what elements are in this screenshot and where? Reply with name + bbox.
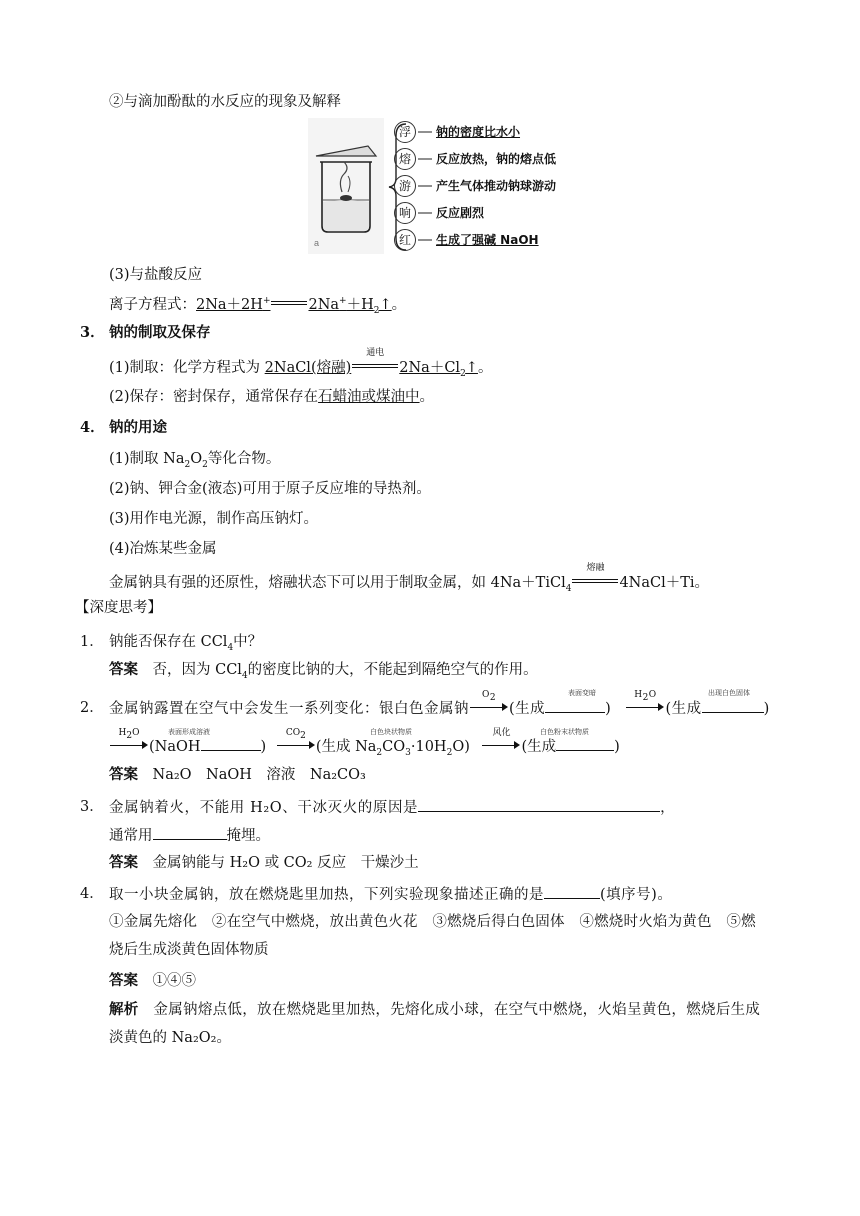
phenomenon-label: 产生气体推动钠球游动	[436, 179, 557, 193]
beaker-illustration	[308, 118, 384, 254]
q1-number: 1．	[80, 634, 104, 650]
weathering-label: 风化	[492, 728, 511, 738]
phenomenon-label: 生成了强碱 NaOH	[436, 233, 539, 247]
preparation-equation: 2NaCl(熔融) 通电 $2Na+Cl_2↑$	[264, 348, 478, 379]
phenomenon-circle: 红	[394, 229, 416, 251]
use-2: (2)钠、钾合金(液态)可用于原子反应堆的导热剂。	[109, 481, 431, 497]
storage-answer: 石蜡油或煤油中	[318, 389, 420, 405]
experiment-diagram	[308, 118, 558, 258]
phenomenon-circle: 游	[394, 175, 416, 197]
q2-answer: 答案 Na₂O NaOH 溶液 Na₂CO₃	[109, 766, 366, 783]
section-3-number: 3．	[80, 324, 105, 341]
phenomenon-label: 反应放热，钠的熔点低	[436, 152, 557, 166]
phenomenon-circle: 响	[394, 202, 416, 224]
svg-text:a: a	[314, 238, 320, 248]
note-darken: 表面变暗	[568, 689, 596, 697]
phenomenon-circle: 浮	[394, 121, 416, 143]
metal-reduction-line: 金属钠具有强的还原性，熔融状态下可以用于制取金属，如 4Na＋TiCl$_4$ 熔融 4NaCl＋Ti。	[109, 563, 710, 594]
phenomenon-label: 钠的密度比水小	[436, 125, 521, 139]
section-4-title: 钠的用途	[109, 419, 167, 436]
answer-label: 答案	[109, 661, 138, 678]
q1-answer: 答案 否，因为 CCl$_4$的密度比钠的大，不能起到隔绝空气的作用。	[109, 661, 538, 681]
storage-prefix: (2)保存：密封保存，通常保存在	[109, 389, 319, 405]
q4-options: ①金属先熔化 ②在空气中燃烧，放出黄色火花 ③燃烧后得白色固体 ④燃烧时火焰为黄色 ⑤燃	[109, 914, 756, 930]
melt-condition: 熔融	[586, 563, 605, 573]
answer-label: 答案	[109, 854, 138, 871]
hcl-title: (3)与盐酸反应	[109, 267, 203, 283]
q3-line-2: 通常用 掩埋。	[109, 825, 270, 846]
q2-line-1: 金属钠露置在空气中会发生一系列变化：银白色金属钠 $O_2$ (生成 ) $H_2O$ (生成 )	[109, 690, 770, 717]
q3-answer: 答案 金属钠能与 H₂O 或 CO₂ 反应 干燥沙土	[109, 854, 419, 871]
preparation-line: (1)制取：化学方程式为 2NaCl(熔融) 通电 $2Na+Cl_2↑$。	[109, 348, 493, 379]
storage-suffix: 。	[419, 389, 435, 405]
ionic-equation-line: 离子方程式：2Na＋2H+ $2Na^++H_2↑$。	[109, 296, 407, 316]
note-white-powder: 白色粉末状物质	[540, 728, 589, 736]
q4-options-cont: 烧后生成淡黄色固体物质	[109, 942, 269, 958]
answer-label: 答案	[109, 972, 138, 989]
q2-line-2: $H_2O$ (NaOH ) $CO_2$ (生成 $Na_2CO_3\cdot 10H_2O$) 风化 (生成 )	[109, 736, 620, 757]
note-solution: 表面形成溶液	[168, 728, 210, 736]
use-4: (4)冶炼某些金属	[109, 541, 217, 557]
q4-explanation-cont: 淡黄色的 Na₂O₂。	[109, 1030, 231, 1046]
q3-text: 金属钠着火，不能用 H₂O、干冰灭火的原因是 ，	[109, 797, 675, 818]
answer-label: 答案	[109, 766, 138, 783]
preparation-prefix: (1)制取：化学方程式为	[109, 360, 265, 376]
use-1: (1)制取 $Na_2O_2$等化合物。	[109, 451, 281, 470]
note-white-solid: 出现白色固体	[708, 689, 750, 697]
ionic-prefix: 离子方程式：	[109, 297, 196, 313]
storage-line	[109, 387, 434, 407]
q4-explanation: 解析 金属钠熔点低，放在燃烧匙里加热，先熔化成小球，在空气中燃烧，火焰呈黄色，燃烧后生成	[109, 1001, 761, 1018]
phenomenon-label: 反应剧烈	[436, 206, 485, 220]
phenomenon-circle: 熔	[394, 148, 416, 170]
deep-thinking-header: 【深度思考】	[75, 600, 162, 616]
use-3: (3)用作电光源，制作高压钠灯。	[109, 511, 319, 527]
q2-number: 2．	[80, 700, 104, 716]
q4-text: 取一小块金属钠，放在燃烧匙里加热，下列实验现象描述正确的是 (填序号)。	[109, 884, 672, 905]
note-white-lump: 白色块状物质	[370, 728, 412, 736]
electrolysis-condition: 通电	[366, 348, 385, 358]
connector-lines	[418, 118, 432, 258]
section-4-number: 4．	[80, 419, 105, 436]
section-3-title: 钠的制取及保存	[109, 324, 211, 341]
q1-text: 钠能否保存在 CCl$_4$中？	[109, 634, 263, 653]
explanation-label: 解析	[109, 1001, 139, 1018]
q4-number: 4．	[80, 886, 104, 902]
ionic-equation: 2Na＋2H+ $2Na^++H_2↑$	[196, 296, 392, 316]
q3-number: 3．	[80, 799, 104, 815]
q4-answer: 答案 ①④⑤	[109, 972, 196, 989]
phenolphthalein-title: ②与滴加酚酞的水反应的现象及解释	[109, 94, 341, 110]
